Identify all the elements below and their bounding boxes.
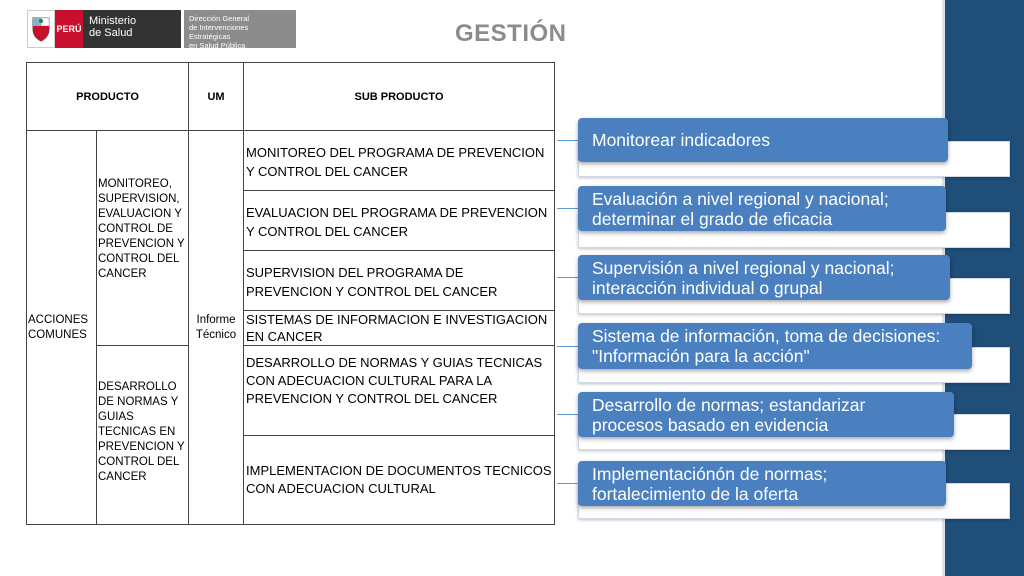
- step-1: Monitorear indicadores: [578, 118, 948, 162]
- direction-line-2: de Intervenciones Estratégicas: [189, 23, 249, 41]
- step-6-connector: [557, 483, 579, 484]
- direction-line-3: en Salud Pública: [189, 41, 246, 50]
- sub-producto-3: SUPERVISION DEL PROGRAMA DE PREVENCION Y CONTROL DEL CANCER: [243, 250, 555, 311]
- step-1-connector: [557, 140, 579, 141]
- ministry-line-1: Ministerio: [89, 15, 137, 27]
- step-3-connector: [557, 277, 579, 278]
- products-table: [26, 62, 555, 525]
- step-4: Sistema de información, toma de decisiones: "Información para la acción": [578, 323, 972, 369]
- step-2-connector: [557, 208, 579, 209]
- step-3: Supervisión a nivel regional y nacional; interacción individual o grupal: [578, 255, 950, 300]
- group-cell-normas: DESARROLLO DE NORMAS Y GUIAS TECNICAS EN PREVENCION Y CONTROL DEL CANCER: [96, 345, 189, 525]
- group-cell-monitoreo: MONITOREO, SUPERVISION, EVALUACION Y CONTROL DE PREVENCION Y CONTROL DEL CANCER: [96, 130, 189, 346]
- direction-line-1: Dirección General: [189, 14, 250, 23]
- sub-producto-5: DESARROLLO DE NORMAS Y GUIAS TECNICAS CON ADECUACION CULTURAL PARA LA PREVENCION Y CONTROL DEL CANCER: [243, 345, 555, 436]
- sub-producto-6: IMPLEMENTACION DE DOCUMENTOS TECNICOS CON ADECUACION CULTURAL: [243, 435, 555, 525]
- header-sub-producto: SUB PRODUCTO: [243, 62, 555, 131]
- header-um: UM: [188, 62, 244, 131]
- um-cell: Informe Técnico: [188, 130, 244, 525]
- step-2: Evaluación a nivel regional y nacional; determinar el grado de eficacia: [578, 186, 946, 231]
- producto-cell: ACCIONES COMUNES: [26, 130, 97, 525]
- step-4-connector: [557, 346, 579, 347]
- ministry-name: [83, 10, 181, 48]
- header-producto: PRODUCTO: [26, 62, 189, 131]
- peru-label: PERÚ: [55, 10, 83, 48]
- peru-crest-icon: [27, 10, 55, 48]
- direction-name: [184, 10, 296, 48]
- step-5-connector: [557, 414, 579, 415]
- ministry-logo: [27, 10, 296, 48]
- sub-producto-2: EVALUACION DEL PROGRAMA DE PREVENCION Y CONTROL DEL CANCER: [243, 190, 555, 251]
- step-6: Implementaciónón de normas; fortalecimiento de la oferta: [578, 461, 946, 506]
- step-5: Desarrollo de normas; estandarizar procesos basado en evidencia: [578, 392, 954, 437]
- sub-producto-1: MONITOREO DEL PROGRAMA DE PREVENCION Y CONTROL DEL CANCER: [243, 130, 555, 191]
- sub-producto-4: SISTEMAS DE INFORMACION E INVESTIGACION EN CANCER: [243, 310, 555, 346]
- page-title: GESTIÓN: [455, 20, 567, 47]
- ministry-line-2: de Salud: [89, 27, 133, 39]
